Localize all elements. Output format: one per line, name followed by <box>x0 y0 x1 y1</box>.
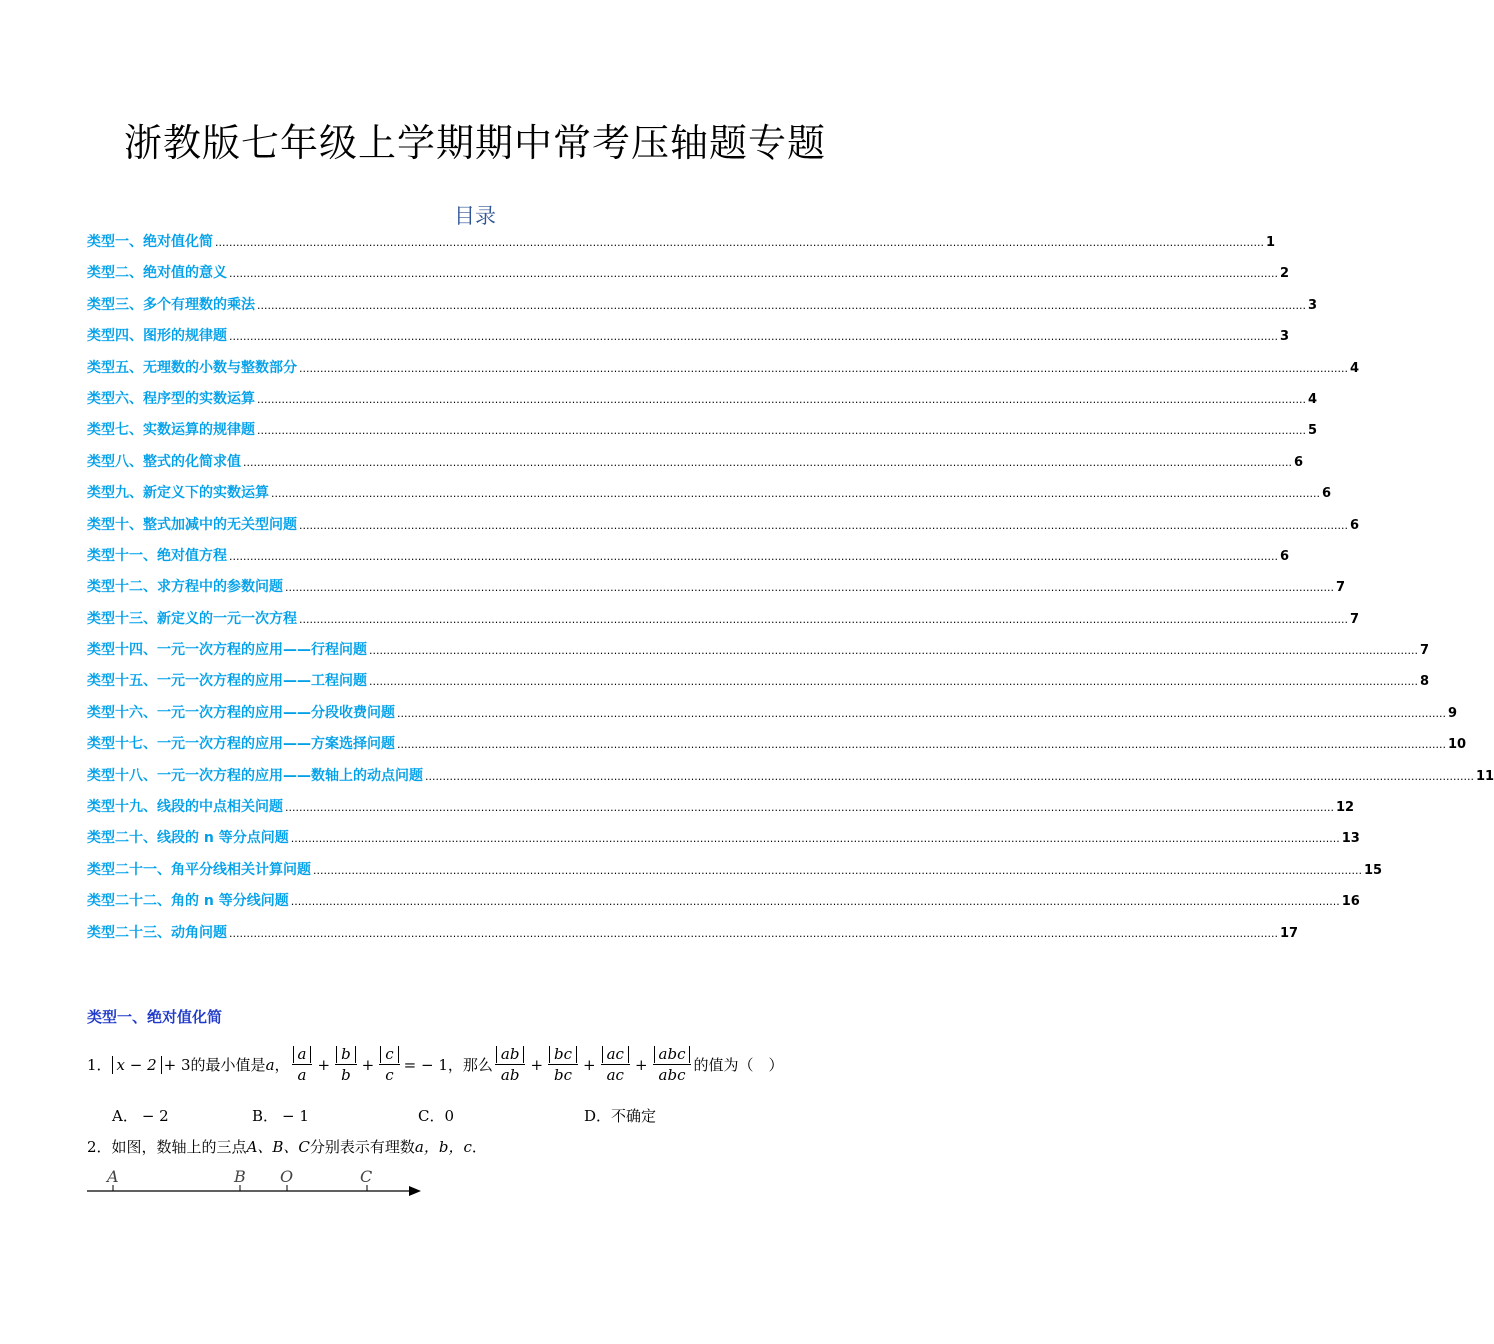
toc-item-page: 4 <box>1307 391 1318 407</box>
fraction-denominator: c <box>385 1066 394 1084</box>
question-1 <box>87 1045 784 1084</box>
toc-item-label[interactable]: 类型十、整式加减中的无关型问题 <box>87 516 297 533</box>
abs-expression: x − 2 <box>112 1056 162 1074</box>
toc-item-page: 6 <box>1321 486 1332 502</box>
toc-leader-dots: ............................................................................................................................................................................................................................................................................................................ <box>257 298 1306 312</box>
plus-sign: + <box>530 1055 544 1074</box>
toc-item-page: 17 <box>1279 925 1299 941</box>
toc-leader-dots: ............................................................................................................................................................................................................................................................................................................ <box>369 675 1418 689</box>
toc-heading: 目录 <box>454 204 496 228</box>
fraction-denominator: a <box>297 1066 307 1084</box>
toc-item-label[interactable]: 类型四、图形的规律题 <box>87 328 227 345</box>
plus-sign: + <box>361 1055 375 1074</box>
toc-item-page: 8 <box>1419 674 1430 690</box>
toc-item-page: 15 <box>1363 862 1383 878</box>
fraction-numerator: ab <box>496 1046 525 1063</box>
option-c[interactable] <box>418 1105 454 1126</box>
toc-item-label[interactable]: 类型十一、绝对值方程 <box>87 547 227 564</box>
toc-item[interactable] <box>87 890 1360 921</box>
option-value: − 2 <box>141 1107 169 1125</box>
toc-leader-dots: ............................................................................................................................................................................................................................................................................................................ <box>229 549 1278 563</box>
option-a[interactable] <box>112 1105 169 1126</box>
toc-item-label[interactable]: 类型六、程序型的实数运算 <box>87 390 255 407</box>
fraction-numerator: abc <box>654 1046 691 1063</box>
toc-leader-dots: ............................................................................................................................................................................................................................................................................................................ <box>290 832 1340 846</box>
equals-minus-one: = − 1 <box>403 1055 448 1074</box>
fraction-numerator: bc <box>549 1046 577 1063</box>
toc-item-label[interactable]: 类型二十、线段的 n 等分点问题 <box>87 830 289 847</box>
toc-item-page: 3 <box>1279 329 1290 345</box>
toc-leader-dots: ............................................................................................................................................................................................................................................................................................................ <box>313 863 1362 877</box>
toc-item[interactable] <box>87 922 1299 953</box>
option-label: A． <box>112 1107 138 1125</box>
number-line-arrow-icon <box>409 1186 421 1196</box>
toc-item-page: 6 <box>1349 517 1360 533</box>
toc-item-page: 9 <box>1447 705 1458 721</box>
toc-leader-dots: ............................................................................................................................................................................................................................................................................................................ <box>299 518 1348 532</box>
plus-sign: + <box>634 1055 648 1074</box>
toc-leader-dots: ............................................................................................................................................................................................................................................................................................................ <box>397 706 1446 720</box>
toc-item[interactable] <box>87 482 1332 513</box>
toc-item-label[interactable]: 类型二十一、角平分线相关计算问题 <box>87 861 311 878</box>
toc-item-label[interactable]: 类型三、多个有理数的乘法 <box>87 296 255 313</box>
then-text: ，那么 <box>447 1056 493 1074</box>
toc-leader-dots: ............................................................................................................................................................................................................................................................................................................ <box>299 361 1348 375</box>
variables-text: a，b，c <box>414 1138 472 1156</box>
option-value: 不确定 <box>611 1107 657 1125</box>
toc-item[interactable] <box>87 294 1318 325</box>
toc-item[interactable] <box>87 231 1276 262</box>
toc-item[interactable] <box>87 514 1360 545</box>
toc-leader-dots: ............................................................................................................................................................................................................................................................................................................ <box>271 487 1320 501</box>
toc-item-label[interactable]: 类型二十二、角的 n 等分线问题 <box>87 893 289 910</box>
point-label-o: O <box>280 1167 294 1186</box>
comma: ， <box>274 1056 290 1074</box>
section-title-type1: 类型一、绝对值化简 <box>87 1008 223 1026</box>
var-a: a <box>265 1055 275 1074</box>
toc-item-page: 13 <box>1341 831 1360 847</box>
toc-item-label[interactable]: 类型十六、一元一次方程的应用——分段收费问题 <box>87 704 395 721</box>
toc-item-label[interactable]: 类型十三、新定义的一元一次方程 <box>87 610 297 627</box>
option-d[interactable] <box>584 1105 656 1126</box>
question-text: 如图，数轴上的三点 <box>111 1138 247 1156</box>
number-line <box>87 1165 427 1205</box>
toc-leader-dots: ............................................................................................................................................................................................................................................................................................................ <box>257 392 1306 406</box>
fraction-bc <box>548 1045 578 1084</box>
toc-item-page: 10 <box>1447 737 1467 753</box>
option-label: D． <box>584 1107 612 1125</box>
toc-item[interactable] <box>87 576 1346 607</box>
toc-leader-dots: ............................................................................................................................................................................................................................................................................................................ <box>425 769 1474 783</box>
toc-item-page: 3 <box>1307 297 1318 313</box>
plus-sign: + <box>583 1055 596 1074</box>
toc-item[interactable] <box>87 545 1290 576</box>
toc-leader-dots: ............................................................................................................................................................................................................................................................................................................ <box>290 895 1340 909</box>
toc-item[interactable] <box>87 357 1360 388</box>
toc-leader-dots: ............................................................................................................................................................................................................................................................................................................ <box>285 581 1334 595</box>
option-value: 0 <box>444 1107 455 1125</box>
toc-item[interactable] <box>87 670 1430 701</box>
toc-item-page: 16 <box>1341 894 1360 910</box>
question-text: 分别表示有理数 <box>309 1138 415 1156</box>
value-text: 的值为（ ） <box>693 1056 784 1074</box>
toc-item[interactable] <box>87 419 1318 450</box>
fraction-ac <box>601 1045 630 1084</box>
point-label-c: C <box>360 1167 373 1186</box>
toc-item-page: 2 <box>1279 266 1290 282</box>
toc-leader-dots: ............................................................................................................................................................................................................................................................................................................ <box>243 455 1292 469</box>
toc-item-page: 7 <box>1349 611 1360 627</box>
fraction-b <box>335 1045 357 1084</box>
toc-item[interactable] <box>87 451 1304 482</box>
document-title: 浙教版七年级上学期期中常考压轴题专题 <box>123 121 826 165</box>
toc-item-label[interactable]: 类型八、整式的化简求值 <box>87 453 241 470</box>
toc-leader-dots: ............................................................................................................................................................................................................................................................................................................ <box>229 330 1278 344</box>
fraction-abc <box>653 1045 692 1084</box>
toc-leader-dots: ............................................................................................................................................................................................................................................................................................................ <box>229 926 1278 940</box>
toc-item-label[interactable]: 类型一、绝对值化简 <box>87 234 213 250</box>
toc-item[interactable] <box>87 388 1318 419</box>
toc-item-page: 6 <box>1279 548 1290 564</box>
toc-item-page: 6 <box>1293 454 1304 470</box>
fraction-denominator: ac <box>606 1066 624 1084</box>
toc-item-label[interactable]: 类型七、实数运算的规律题 <box>87 422 255 439</box>
toc-item-label[interactable]: 类型二十三、动角问题 <box>87 924 227 941</box>
fraction-denominator: b <box>341 1066 351 1084</box>
toc-item-page: 12 <box>1335 800 1355 816</box>
option-label: B． <box>252 1107 279 1125</box>
fraction-numerator: ac <box>602 1046 629 1063</box>
fraction-numerator: b <box>336 1046 356 1063</box>
toc-item[interactable] <box>87 733 1467 764</box>
toc-item-page: 11 <box>1475 768 1494 784</box>
toc-item-page: 4 <box>1349 360 1360 376</box>
toc-item-label[interactable]: 类型二、绝对值的意义 <box>87 265 227 282</box>
toc-item-page: 5 <box>1307 423 1318 439</box>
toc-item-label[interactable]: 类型十二、求方程中的参数问题 <box>87 579 283 596</box>
toc-item-label[interactable]: 类型九、新定义下的实数运算 <box>87 485 269 502</box>
period: ． <box>471 1138 487 1156</box>
toc-item[interactable] <box>87 325 1290 356</box>
question-number: 1． <box>87 1056 112 1074</box>
toc-item-page: 7 <box>1335 580 1346 596</box>
toc-item-label[interactable]: 类型十四、一元一次方程的应用——行程问题 <box>87 642 367 659</box>
fraction-c <box>379 1045 399 1084</box>
toc-leader-dots: ............................................................................................................................................................................................................................................................................................................ <box>285 801 1334 815</box>
toc-item[interactable] <box>87 765 1494 796</box>
option-b[interactable] <box>252 1105 309 1126</box>
toc-leader-dots: ............................................................................................................................................................................................................................................................................................................ <box>229 267 1278 281</box>
toc-item-label[interactable]: 类型十五、一元一次方程的应用——工程问题 <box>87 673 367 690</box>
toc-item-label[interactable]: 类型十八、一元一次方程的应用——数轴上的动点问题 <box>87 767 423 784</box>
toc-item-label[interactable]: 类型十九、线段的中点相关问题 <box>87 799 283 816</box>
option-value: − 1 <box>282 1107 309 1125</box>
question-number: 2． <box>87 1138 112 1156</box>
toc-leader-dots: ............................................................................................................................................................................................................................................................................................................ <box>299 612 1348 626</box>
question-2 <box>87 1136 487 1157</box>
table-of-contents <box>87 231 1494 953</box>
toc-item-page: 7 <box>1419 643 1430 659</box>
toc-item[interactable] <box>87 859 1383 890</box>
toc-item[interactable] <box>87 702 1458 733</box>
fraction-denominator: ab <box>500 1066 520 1084</box>
plus-three: + 3 <box>163 1055 191 1074</box>
point-label-b: B <box>234 1167 246 1186</box>
option-label: C． <box>418 1107 445 1125</box>
plus-sign: + <box>317 1055 331 1074</box>
toc-item[interactable] <box>87 262 1290 293</box>
toc-leader-dots: ............................................................................................................................................................................................................................................................................................................ <box>257 424 1306 438</box>
point-label-a: A <box>107 1167 119 1186</box>
fraction-numerator: a <box>293 1046 312 1063</box>
toc-item[interactable] <box>87 827 1360 858</box>
toc-item[interactable] <box>87 608 1360 639</box>
toc-item-label[interactable]: 类型五、无理数的小数与整数部分 <box>87 359 297 376</box>
fraction-numerator: c <box>380 1046 398 1063</box>
fraction-denominator: abc <box>658 1066 686 1084</box>
toc-leader-dots: ............................................................................................................................................................................................................................................................................................................ <box>397 738 1446 752</box>
fraction-ab <box>495 1045 526 1084</box>
toc-leader-dots: ............................................................................................................................................................................................................................................................................................................ <box>215 236 1264 249</box>
points-text: A、B、C <box>246 1138 310 1156</box>
toc-item[interactable] <box>87 796 1355 827</box>
fraction-a <box>292 1045 313 1084</box>
toc-item-page: 1 <box>1265 235 1276 250</box>
min-text: 的最小值是 <box>190 1056 266 1074</box>
toc-leader-dots: ............................................................................................................................................................................................................................................................................................................ <box>369 644 1418 658</box>
toc-item-label[interactable]: 类型十七、一元一次方程的应用——方案选择问题 <box>87 736 395 753</box>
toc-item[interactable] <box>87 639 1430 670</box>
fraction-denominator: bc <box>554 1066 573 1084</box>
